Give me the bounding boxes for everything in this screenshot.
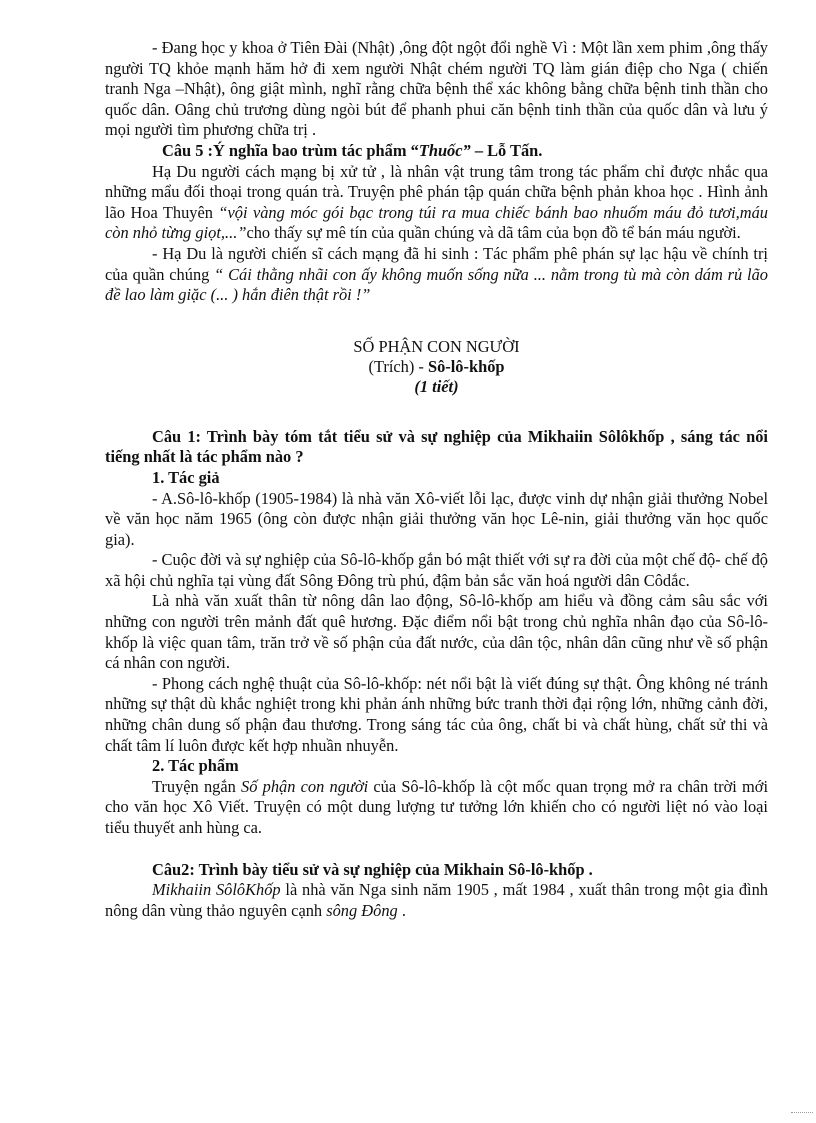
section-work-heading: 2. Tác phẩm bbox=[152, 756, 239, 776]
question-5-work-title: Thuốc” bbox=[418, 140, 471, 160]
paragraph-author-style: - Phong cách nghệ thuật của Sô-lô-khốp: nét nổi bật là viết đúng sự thật. Ông không né tránh những sự thật dù khắc nghiệt trong khi phản ánh những bức tranh thời đại rộng lớn, những cảnh đời, những chân dung số phận đau thương. Trong sáng tác của ông, chất bi và chất hùng, chất sử thi và chất tâm lí luôn được kết hợp nhuần nhuyễn. bbox=[105, 673, 768, 755]
paragraph-ha-du-central bbox=[105, 162, 768, 244]
paragraph-biography-mid: là nhà văn Nga sinh năm 1905 , mất 1984 , xuất thân trong một gia đình nông dân vùng thảo nguyên cạnh bbox=[105, 880, 768, 920]
page-corner-dash bbox=[791, 1112, 813, 1113]
document-page bbox=[105, 38, 768, 921]
question-1-heading: Câu 1: Trình bày tóm tắt tiểu sử và sự nghiệp của Mikhaiin Sôlôkhốp , sáng tác nổi tiếng nhất là tác phẩm nào ? bbox=[105, 426, 768, 467]
paragraph-ha-du-text: Hạ Du người cách mạng bị xử tử , là nhân vật trung tâm trong tác phẩm chỉ được nhắc qua những mẩu đối thoại trong quán trà. Truyện phê phán tập quán chữa bệnh phản khoa học . Hình ảnh lão Hoa Thuyên bbox=[105, 161, 768, 222]
paragraph-career-change: - Đang học y khoa ở Tiên Đài (Nhật) ,ông đột ngột đổi nghề Vì : Một lần xem phim ,ông thấy người TQ khỏe mạnh hăm hở đi xem người Nhật chém người TQ làm gián điệp cho Nga ( chiến tranh Nga –Nhật), ông giật mình, nghĩ rằng chữa bệnh thể xác không bằng chữa bệnh tinh thần cho quốc dân. Oâng chủ trương dùng ngòi bút để phanh phui căn bệnh tinh thần của quốc dân và lưu ý mọi người tìm phương chữa trị . bbox=[105, 38, 768, 140]
question-5-heading-pre: Câu 5 :Ý nghĩa bao trùm tác phẩm “ bbox=[162, 140, 419, 160]
lesson-title-block bbox=[105, 337, 768, 397]
paragraph-author-humanism: Là nhà văn xuất thân từ nông dân lao động, Sô-lô-khốp am hiểu và đồng cảm sâu sắc với những con người trên mảnh đất quê hương. Đặc điểm nổi bật trong chủ nghĩa nhân đạo của Sô-lô-khốp là việc quan tâm, trăn trở về số phận của đất nước, của dân tộc, nhân dân cũng như về số phận cá nhân con người. bbox=[105, 591, 768, 673]
page-corner-mark bbox=[791, 1107, 813, 1121]
paragraph-work bbox=[105, 777, 768, 839]
paragraph-work-pre: Truyện ngắn bbox=[152, 776, 242, 796]
question-5-heading bbox=[105, 141, 768, 162]
quote-crowd: “ Cái thằng nhãi con ấy không muốn sống nữa ... nằm trong tù mà còn dám rủ lão đề lao làm giặc (... ) hắn điên thật rồi !” bbox=[105, 264, 768, 305]
paragraph-author-life: - Cuộc đời và sự nghiệp của Sô-lô-khốp gắn bó mật thiết với sự ra đời của một chế độ- chế độ xã hội chủ nghĩa tại vùng đất Sông Đông trù phú, đậm bản sắc văn hoá người dân Côdắc. bbox=[105, 550, 768, 590]
paragraph-biography bbox=[105, 880, 768, 921]
lesson-duration-text: (1 tiết) bbox=[414, 376, 459, 396]
lesson-subtitle bbox=[105, 357, 768, 377]
paragraph-author-intro: - A.Sô-lô-khốp (1905-1984) là nhà văn Xô-viết lỗi lạc, được vinh dự nhận giải thưởng Nobel về văn học năm 1965 (ông còn được nhận giải thưởng văn học Lê-nin, giải thưởng văn học quốc gia). bbox=[105, 488, 768, 549]
paragraph-ha-du-end: cho thấy sự mê tín của quần chúng và dã tâm của bọn đồ tể bán máu người. bbox=[246, 223, 741, 243]
paragraph-revolutionary-text: - Hạ Du là người chiến sĩ cách mạng đã hi sinh : Tác phẩm phê phán sự lạc hậu về chính trị của quần chúng bbox=[105, 243, 768, 284]
author-name: Mikhaiin SôlôKhốp bbox=[152, 880, 281, 900]
lesson-subtitle-pre: (Trích) - bbox=[368, 356, 428, 376]
work-title: Số phận con người bbox=[241, 776, 369, 796]
section-author-heading: 1. Tác giả bbox=[152, 467, 220, 487]
question-5-heading-post: – Lỗ Tấn. bbox=[470, 140, 543, 160]
quote-hoa-thuyen: “vội vàng móc gói bạc trong túi ra mua chiếc bánh bao nhuốm máu đỏ tươi,máu còn nhỏ từng giọt,...” bbox=[105, 202, 768, 243]
paragraph-work-post: của Sô-lô-khốp là cột mốc quan trọng mở ra chân trời mới cho văn học Xô Viết. Truyện có một dung lượng tư tưởng lớn khiến cho có người liệt nó vào loại tiểu thuyết anh hùng ca. bbox=[105, 776, 769, 837]
place-name: sông Đông bbox=[326, 900, 398, 920]
lesson-author: Sô-lô-khốp bbox=[427, 356, 505, 376]
paragraph-ha-du-revolutionary bbox=[105, 244, 768, 306]
paragraph-biography-end: . bbox=[397, 900, 406, 920]
lesson-duration bbox=[105, 377, 768, 397]
lesson-title: SỐ PHẬN CON NGƯỜI bbox=[353, 336, 520, 356]
question-2-heading: Câu2: Trình bày tiểu sử và sự nghiệp của Mikhain Sô-lô-khốp . bbox=[152, 859, 593, 879]
